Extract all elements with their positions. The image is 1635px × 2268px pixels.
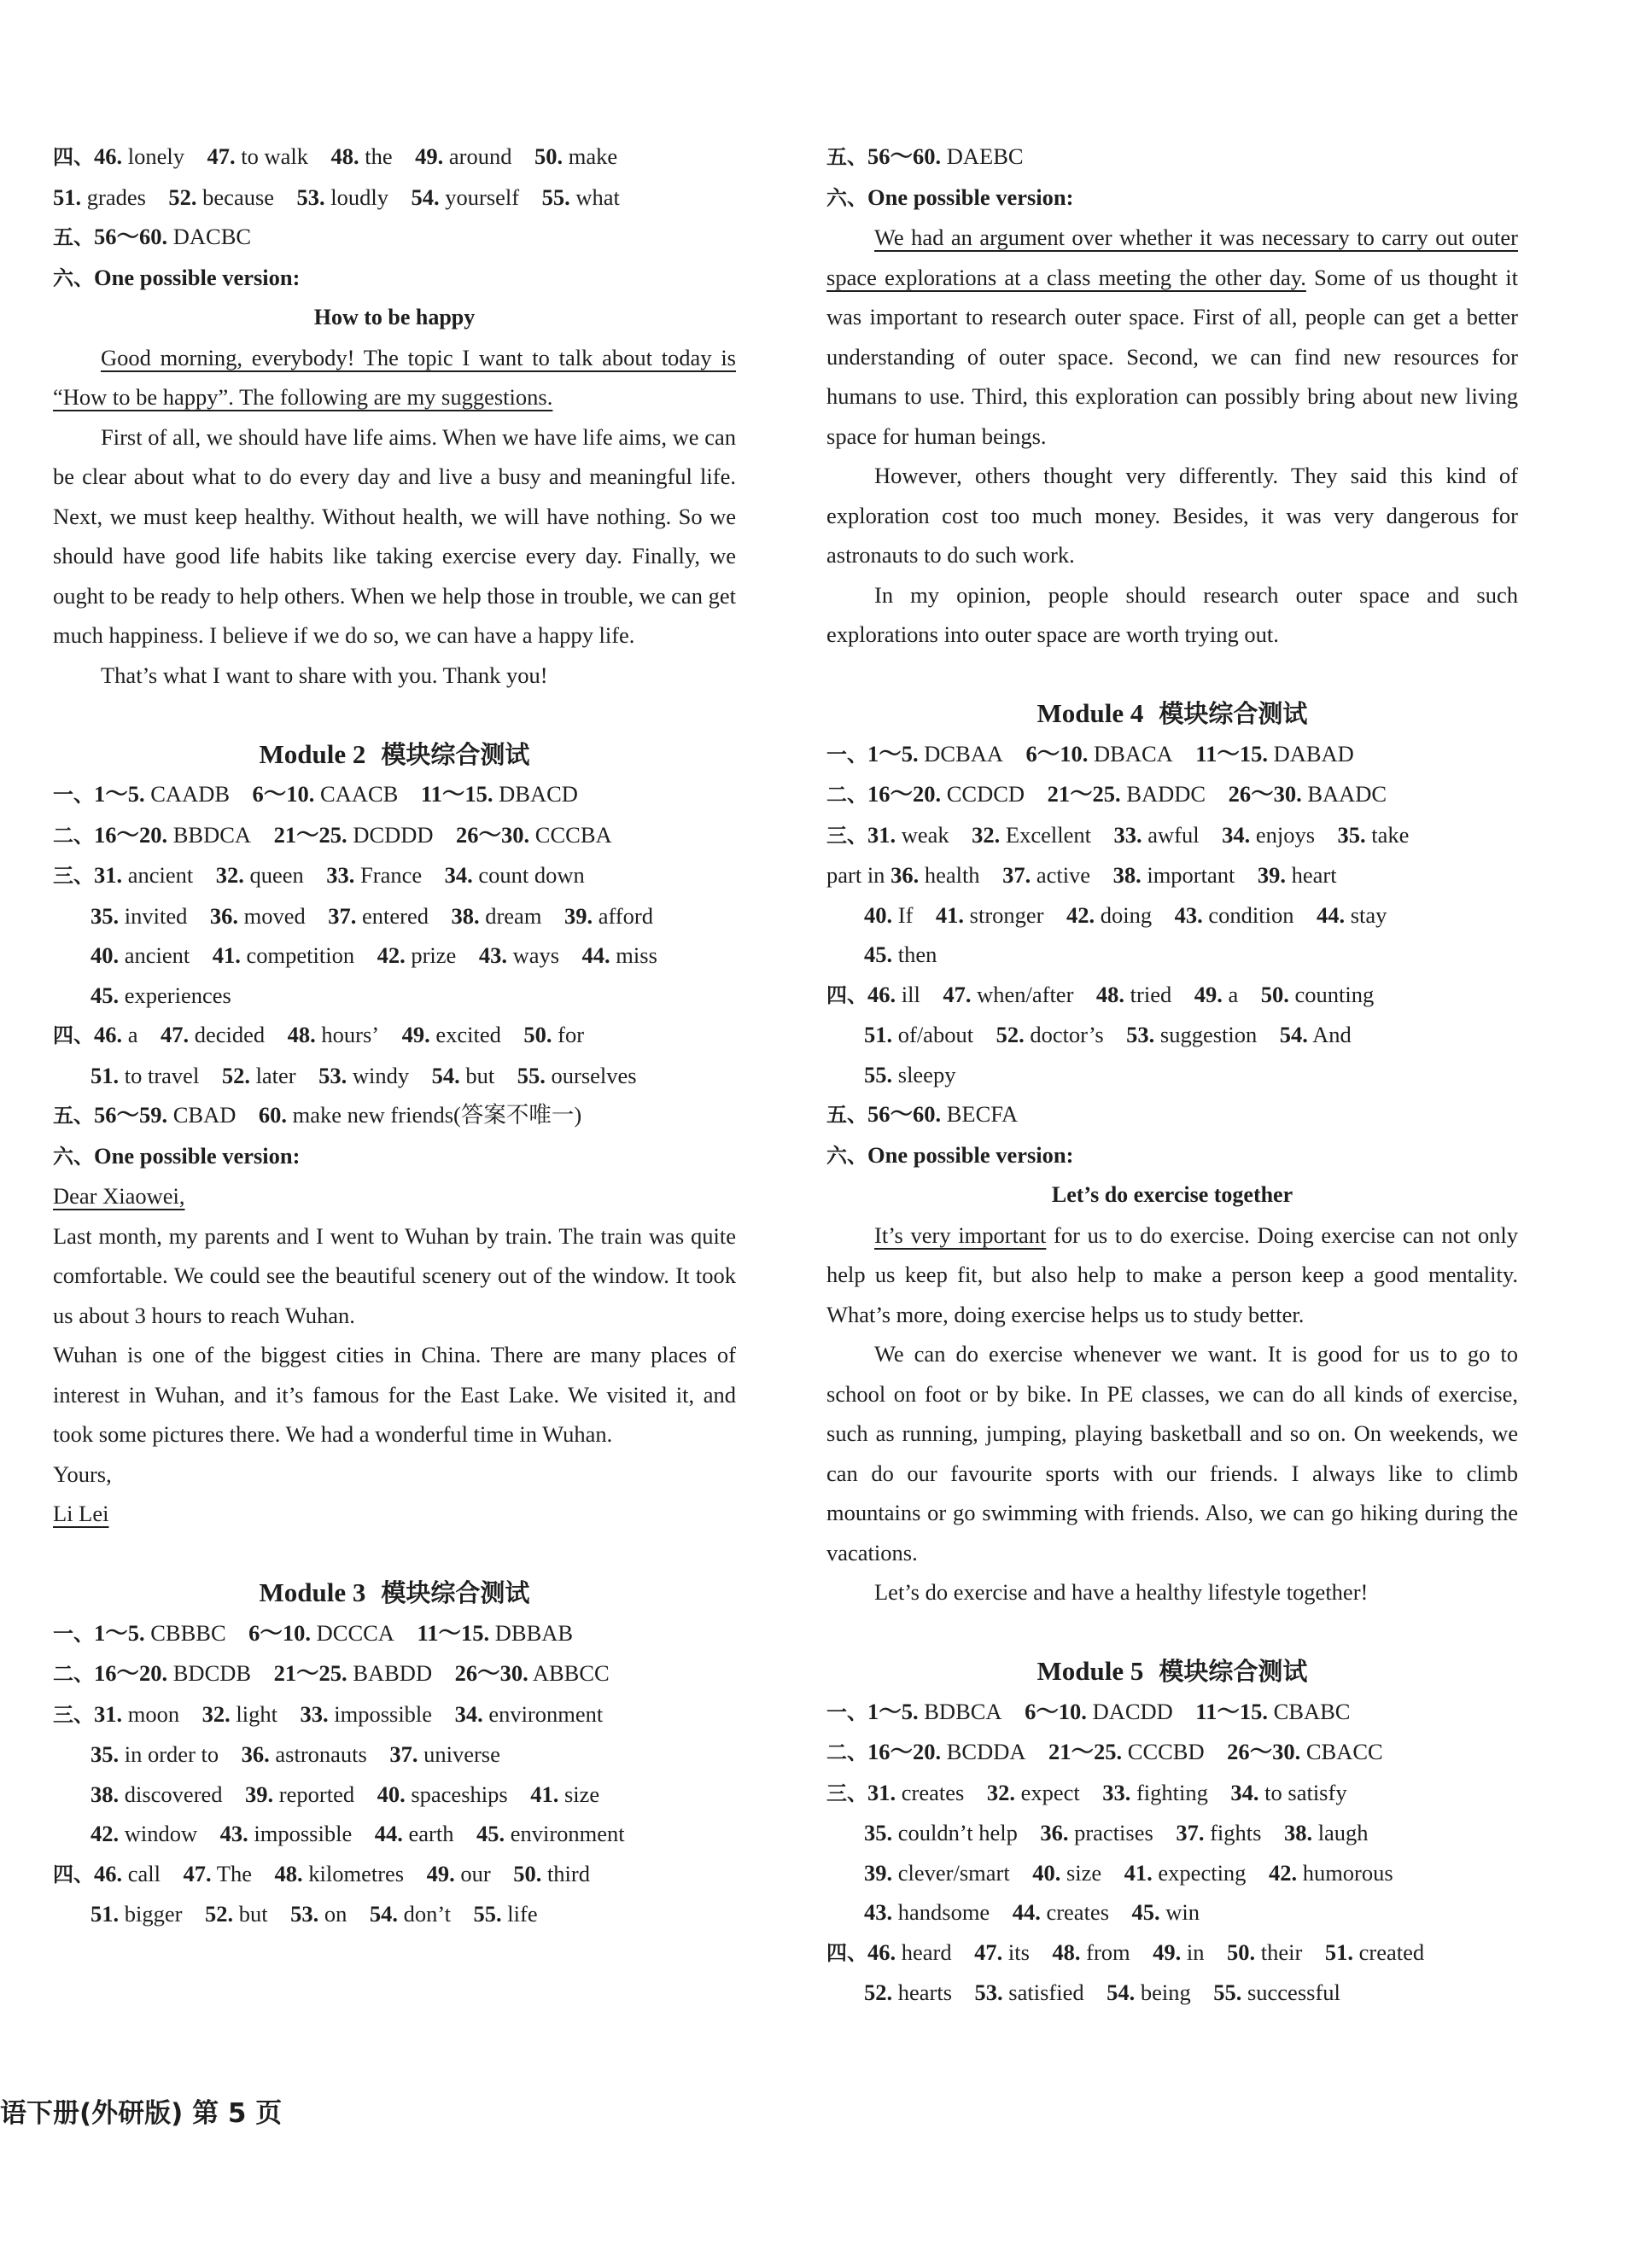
m1-section5: 五、56～60. DACBC: [53, 224, 252, 249]
answer-row: 二、16～20. CCDCD 21～25. BADDC 26～30. BAADC: [826, 781, 1387, 807]
letter-greeting: Dear Xiaowei,: [53, 1183, 185, 1209]
answer-row: 39. clever/smart 40. size 41. expecting 42. humorous: [864, 1859, 1393, 1886]
answer-row: 35. couldn’t help 36. practises 37. fights 38. laugh: [864, 1820, 1369, 1845]
m1-section6-label: 六、One possible version:: [53, 264, 301, 290]
m2-answers: [53, 774, 736, 1136]
answer-row: part in 36. health 37. active 38. important 39. heart: [826, 862, 1337, 888]
left-column: [53, 137, 736, 1934]
answer-row: 四、46. heard 47. its 48. from 49. in 50. their 51. created: [826, 1939, 1425, 1965]
answer-row: 五、56～60. BECFA: [826, 1101, 1019, 1127]
right-column: [826, 137, 1518, 2013]
m1-section4: [53, 137, 736, 217]
answer-row: 42. window 43. impossible 44. earth 45. environment: [91, 1821, 625, 1846]
answer-row: 三、31. creates 32. expect 33. fighting 34. to satisfy: [826, 1779, 1347, 1805]
letter-name: Li Lei: [53, 1501, 109, 1526]
answer-row: 55. sleepy: [864, 1061, 956, 1087]
m4-answers: [826, 734, 1518, 1135]
essay-paragraph: In my opinion, people should research outer space and such explorations into outer space are worth trying out.: [826, 581, 1518, 647]
answer-row: 四、46. call 47. The 48. kilometres 49. our 50. third: [53, 1860, 590, 1886]
answer-row: 三、31. ancient 32. queen 33. France 34. count down: [53, 862, 585, 888]
answer-row: 三、31. weak 32. Excellent 33. awful 34. enjoys 35. take: [826, 821, 1410, 848]
essay-paragraph: That’s what I want to share with you. Thank you!: [101, 662, 548, 688]
essay-paragraph: We can do exercise whenever we want. It is good for us to go to school on foot or by bike. In PE classes, we can do all kinds of exercise, such as running, jumping, playing basketball and so on. On weekends, we can do our favourite sports with our friends. I always like to climb mountains or go swimming with friends. Also, we can go hiking during the vacations.: [826, 1341, 1518, 1565]
essay-paragraph: However, others thought very differently. They said this kind of exploration cost too much money. Besides, it was very dangerous for astronauts to do such work.: [826, 463, 1518, 568]
m3-section5: 五、56～60. DAEBC: [826, 143, 1024, 169]
m5-answers: [826, 1692, 1518, 2013]
answer-row: 45. experiences: [91, 982, 231, 1008]
letter-closing: Yours,: [53, 1460, 112, 1487]
answer-row: 35. in order to 36. astronauts 37. universe: [91, 1741, 500, 1767]
essay-paragraph: First of all, we should have life aims. When we have life aims, we can be clear about what to do every day and live a busy and meaningful life. Next, we must keep healthy. Without health, we will have nothing. So we should have good life habits like taking exercise every day. Finally, we ought to be ready to help others. When we help those in trouble, we can get much happiness. I believe if we do so, we can have a happy life.: [53, 423, 736, 648]
m2-section6-label: 六、One possible version:: [53, 1142, 301, 1169]
essay-title: Let’s do exercise together: [1051, 1182, 1293, 1207]
essay-paragraph: Let’s do exercise and have a healthy lifestyle together!: [874, 1579, 1369, 1605]
answer-row: 51. of/about 52. doctor’s 53. suggestion 54. And: [864, 1022, 1352, 1047]
answer-row: 一、1～5. BDBCA 6～10. DACDD 11～15. CBABC: [826, 1698, 1351, 1724]
answer-row: 三、31. moon 32. light 33. impossible 34. environment: [53, 1700, 604, 1727]
answer-row: 40. ancient 41. competition 42. prize 43. ways 44. miss: [91, 942, 657, 968]
m4-section6-label: 六、One possible version:: [826, 1141, 1074, 1168]
m3-section6-label: 六、One possible version:: [826, 184, 1074, 210]
answer-row: 一、1～5. CAADB 6～10. CAACB 11～15. DBACD: [53, 781, 578, 807]
answer-row: 二、16～20. BCDDA 21～25. CCCBD 26～30. CBACC: [826, 1739, 1383, 1764]
answer-row: 二、16～20. BDCDB 21～25. BABDD 26～30. ABBCC: [53, 1660, 610, 1686]
essay-paragraph: It’s very important for us to do exercise. Doing exercise can not only help us keep fit, but also help to make a person keep a good mentality. What’s more, doing exercise helps us to study better.: [826, 1221, 1518, 1327]
answer-row: 一、1～5. CBBBC 6～10. DCCCA 11～15. DBBAB: [53, 1619, 574, 1646]
answer-row: 51. to travel 52. later 53. windy 54. but 55. ourselves: [91, 1062, 637, 1088]
letter-paragraph: Last month, my parents and I went to Wuhan by train. The train was quite comfortable. We could see the beautiful scenery out of the window. It took us about 3 hours to reach Wuhan.: [53, 1222, 736, 1328]
answer-row: 51. grades 52. because 53. loudly 54. yourself 55. what: [53, 184, 620, 210]
page-footer: 语下册(外研版) 第 5 页: [0, 2098, 283, 2129]
answer-row: 四、46. lonely 47. to walk 48. the 49. around 50. make: [53, 143, 618, 169]
module-title: Module 2 模块综合测试: [259, 738, 530, 769]
answer-row: 38. discovered 39. reported 40. spaceships 41. size: [91, 1781, 600, 1807]
module-title: Module 4 模块综合测试: [1036, 698, 1308, 728]
answer-row: 四、46. ill 47. when/after 48. tried 49. a 50. counting: [826, 981, 1375, 1007]
answer-row: 二、16～20. BBDCA 21～25. DCDDD 26～30. CCCBA: [53, 821, 612, 848]
answer-row: 40. If 41. stronger 42. doing 43. condition 44. stay: [864, 901, 1387, 928]
essay-paragraph: Good morning, everybody! The topic I want to talk about today is “How to be happy”. The following are my suggestions.: [53, 344, 736, 410]
answer-row: 43. handsome 44. creates 45. win: [864, 1899, 1200, 1925]
answer-row: 51. bigger 52. but 53. on 54. don’t 55. life: [91, 1901, 538, 1927]
answer-row: 35. invited 36. moved 37. entered 38. dream 39. afford: [91, 902, 653, 929]
answer-row: 52. hearts 53. satisfied 54. being 55. successful: [864, 1979, 1340, 2005]
letter-paragraph: Wuhan is one of the biggest cities in China. There are many places of interest in Wuhan, and it’s famous for the East Lake. We visited it, and took some pictures there. We had a wonderful time in Wuhan.: [53, 1342, 736, 1447]
m3-answers: [53, 1613, 736, 1934]
answer-row: 四、46. a 47. decided 48. hours’ 49. excited 50. for: [53, 1022, 585, 1047]
module-title: Module 5 模块综合测试: [1036, 1656, 1308, 1686]
answer-row: 一、1～5. DCBAA 6～10. DBACA 11～15. DABAD: [826, 740, 1354, 767]
answer-row: 45. then: [864, 942, 937, 967]
module-title: Module 3 模块综合测试: [259, 1577, 530, 1607]
answer-row: 五、56～59. CBAD 60. make new friends(答案不唯一): [53, 1102, 582, 1128]
essay-title: How to be happy: [313, 305, 476, 329]
essay-paragraph: We had an argument over whether it was necessary to carry out outer space explorations at a class meeting the other day. Some of us thought it was important to research outer space. First of all, people can get a better understanding of outer space. Second, we can find new resources for humans to use. Third, this exploration can possibly bring about new living space for human beings.: [826, 224, 1518, 449]
